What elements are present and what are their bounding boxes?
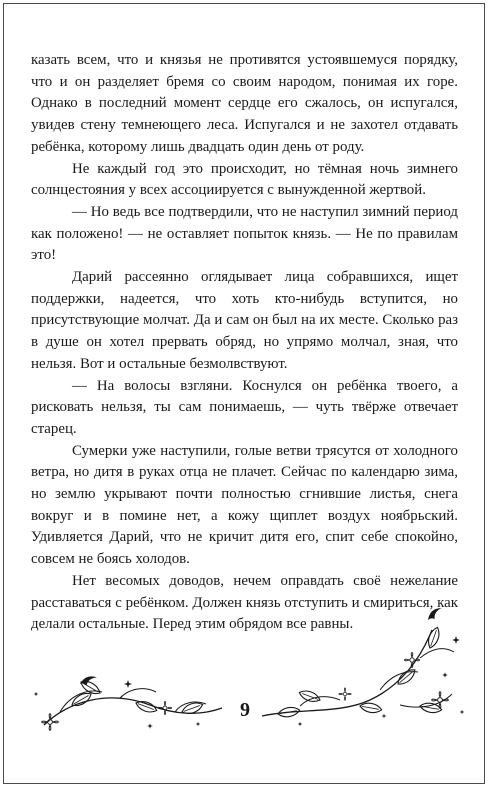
star-icon — [442, 672, 448, 678]
star-icon — [196, 722, 201, 727]
paragraph: — На волосы взгляни. Коснулся он ребёнка твоего, а рисковать нельзя, ты сам понимаешь, — чуть твёрже отвечает старец. — [31, 377, 458, 437]
star-icon — [298, 722, 303, 727]
star-icon — [452, 636, 460, 644]
leaf-icon — [395, 666, 418, 687]
star-icon — [124, 680, 132, 688]
paragraph: Не каждый год это происходит, но тёмная ночь зимнего солнцестояния у всех ассоциируется с вынужденной жертвой. — [31, 160, 458, 199]
star-icon — [147, 723, 153, 729]
paragraph: Нет весомых доводов, нечем оправдать своё нежелание расставаться с ребёнком. Должен князь отступить и смириться, как делали остальные. Перед этим обрядом все равны. — [31, 572, 458, 633]
page-number: 9 — [240, 699, 250, 721]
paragraph: казать всем, что и князья не противятся устоявшемуся порядку, что и он разделяет бремя со своим народом, понимая их горе. Однако в последний момент сердце его сжалось, он испугался, увидев стену темнеющего леса. Испугался и не захотел отдавать ребёнка, которому лишь двадцать один день от роду. — [31, 52, 458, 155]
star-icon — [34, 692, 39, 697]
paragraph: Сумерки уже наступили, голые ветви трясутся от холодного ветра, но дитя в руках отца не плачет. Сейчас по календарю зима, но землю укрывают почти полностью сгнившие листья, снега вокруг и в помине нет, а кожу щиплет воздух ноябрьский. Удивляется Дарий, что не кричит дитя его, спит себе спокойно, совсем не боясь холодов. — [31, 442, 458, 568]
bird-icon — [425, 606, 444, 623]
paragraph: Дарий рассеянно оглядывает лица собравшихся, ищет поддержки, надеется, что хоть кто-нибудь вступится, но присутствующие молчат. Да и сам он был на их месте. Сколько раз в душе он хотел прервать обряд, но упрямо молчал, зная, что нельзя. Вот и остальные безмолвствуют. — [31, 269, 458, 372]
paragraph: — Но ведь все подтвердили, что не наступил зимний период как положено! — не оставляет попыток князь. — Не по правилам это! — [31, 203, 458, 264]
